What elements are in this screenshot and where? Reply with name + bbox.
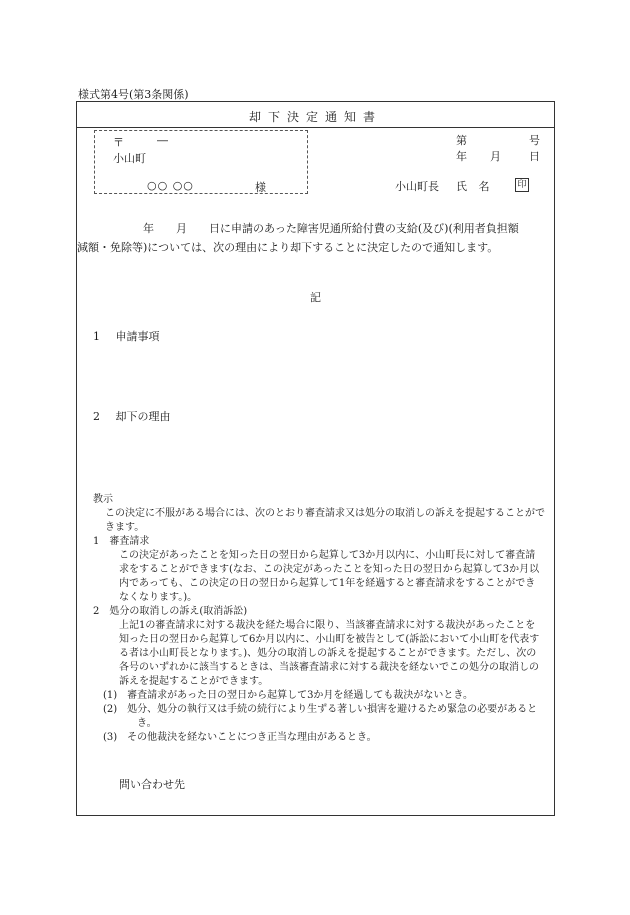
kyoji-intro: この決定に不服がある場合には、次のとおり審査請求又は処分の取消しの訴えを提起することができます。	[105, 508, 545, 533]
issuer-title: 小山町長	[395, 180, 439, 193]
recipient-honorific: 様	[255, 181, 266, 194]
section-2-text: 上記1の審査請求に対する裁決を経た場合に限り、当該審査請求に対する裁決があったことを知った日の翌日から起算して6か月以内に、小山町を被告として(訴訟において小山町を代表する者は小山町長となります。)、処分の取消しの訴えを提起することができます。ただし、次の各号のいずれかに該当するときは、当該審査請求に対する裁決を経ないでこの処分の取消しの訴えを提起することができます。	[119, 620, 540, 687]
postal-dash: ―	[157, 134, 168, 147]
document-title: 却下決定通知書	[248, 110, 382, 124]
recipient-name: ○○ ○○	[147, 179, 194, 192]
issuer-name-label: 氏 名	[456, 180, 494, 193]
subitem-3	[93, 731, 545, 745]
date-day: 日	[529, 150, 540, 163]
notice-body	[77, 219, 545, 257]
notice-body-line1: 年 月 日に申請のあった障害児通所給付費の支給(及び)(利用者負担額	[143, 222, 519, 235]
address-box	[94, 130, 308, 194]
notice-body-line2: 減額・免除等)については、次の理由により却下することに決定したので通知します。	[77, 241, 499, 254]
appeal-instructions	[93, 493, 545, 745]
subitem-2-text: 処分、処分の執行又は手続の続行により生ずる著しい損害を避けるため緊急の必要があるとき。	[127, 704, 538, 729]
section-1-heading: 1 審査請求	[93, 536, 150, 547]
subitem-2-num: (2)	[103, 704, 118, 715]
doc-number-suffix: 号	[529, 134, 540, 147]
subitem-1-text: 審査請求があった日の翌日から起算して3か月を経過しても裁決がないとき。	[127, 690, 474, 701]
item-1-label: 申請事項	[115, 330, 160, 343]
subitem-2	[93, 703, 545, 731]
subitem-1	[93, 689, 545, 703]
item-2-label: 却下の理由	[115, 410, 171, 423]
subitem-1-num: (1)	[103, 690, 118, 701]
postal-mark: 〒	[113, 136, 124, 149]
doc-number-prefix: 第	[456, 134, 467, 147]
kyoji-heading: 教示	[93, 494, 113, 505]
date-year: 年	[456, 150, 467, 163]
ki-heading: 記	[310, 291, 321, 304]
notice-frame	[76, 101, 555, 816]
item-2	[93, 408, 171, 424]
subitem-3-num: (3)	[103, 732, 118, 743]
section-1-text: この決定があったことを知った日の翌日から起算して3か月以内に、小山町長に対して審査請求をすることができます(なお、この決定があったことを知った日の翌日から起算して3か月以内であっても、この決定の日の翌日から起算して1年を経過すると審査請求をすることができなくなります。)。	[119, 550, 540, 603]
form-label: 様式第4号(第3条関係)	[78, 88, 189, 101]
item-1	[93, 328, 160, 344]
recipient-town: 小山町	[113, 152, 146, 165]
seal-mark: 印	[515, 178, 529, 192]
item-1-number: 1	[93, 330, 100, 343]
section-2-heading: 2 処分の取消しの訴え(取消訴訟)	[93, 606, 248, 617]
contact-label: 問い合わせ先	[119, 778, 185, 791]
date-month: 月	[490, 150, 501, 163]
item-2-number: 2	[93, 410, 100, 423]
subitem-3-text: その他裁決を経ないことにつき正当な理由があるとき。	[127, 732, 377, 743]
title-divider	[77, 127, 554, 128]
